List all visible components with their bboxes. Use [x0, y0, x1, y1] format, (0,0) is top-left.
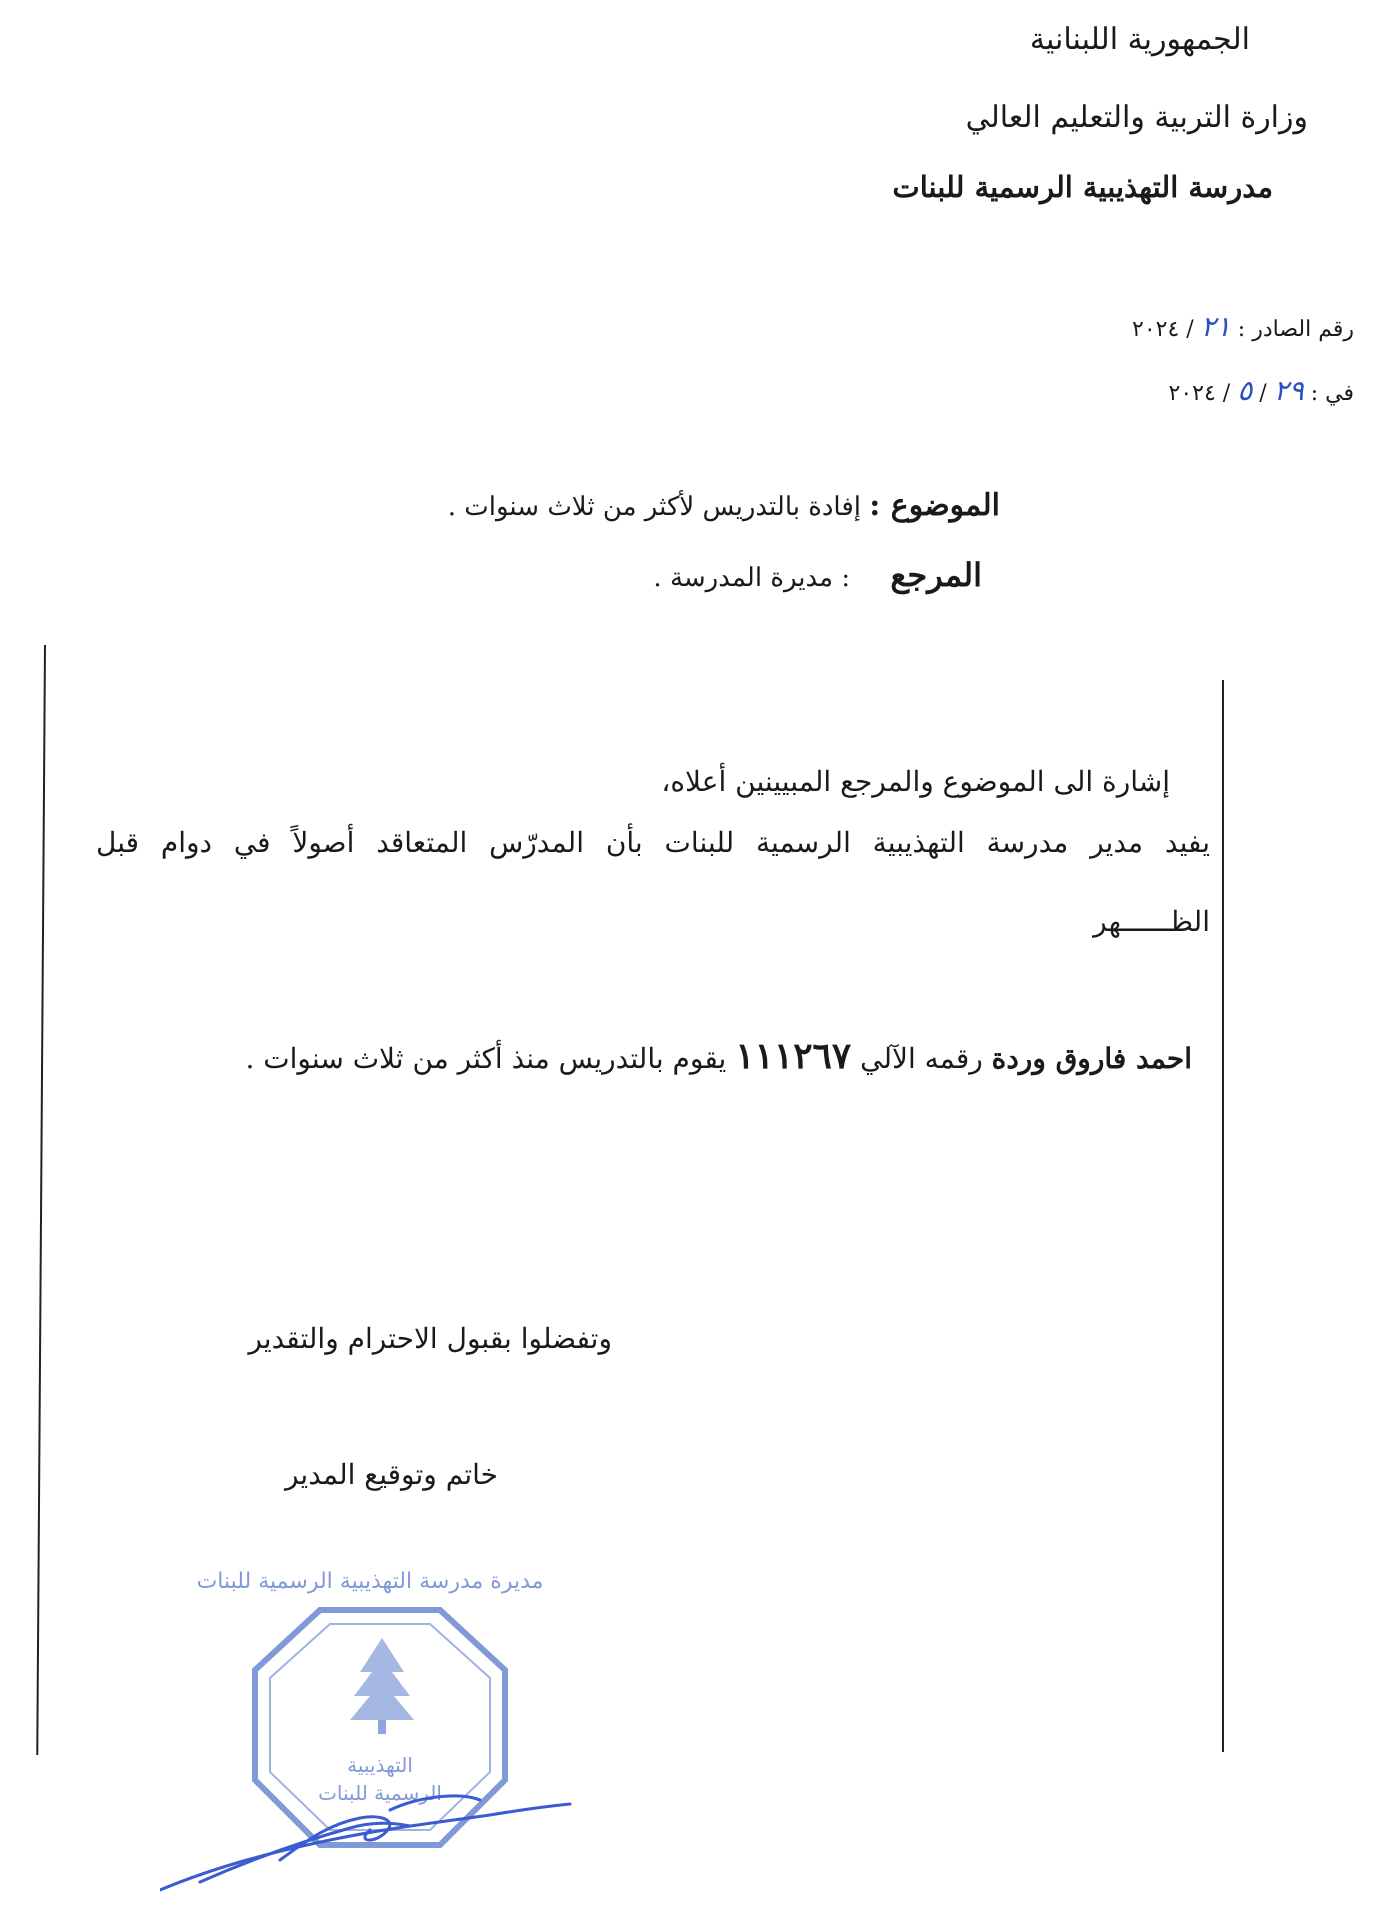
header-republic: الجمهورية اللبنانية: [1029, 22, 1250, 57]
issue-date-month: ٥: [1237, 374, 1253, 407]
subject-line: [448, 488, 1000, 523]
signature-label: خاتم وتوقيع المدير: [284, 1458, 498, 1491]
issue-date: في : ٢٩ / ٥ / ٢٠٢٤: [1168, 374, 1354, 407]
reference-label: المرجع: [890, 556, 982, 594]
header-school: مدرسة التهذيبية الرسمية للبنات: [892, 170, 1273, 204]
outgoing-number-year: / ٢٠٢٤: [1132, 317, 1194, 342]
outgoing-number: [1132, 310, 1354, 343]
stamp-top-text: مديرة مدرسة التهذيبية الرسمية للبنات: [196, 1569, 544, 1594]
auto-number: ١١١٢٦٧: [735, 1035, 852, 1077]
reference-line: [653, 556, 982, 594]
right-border-line: [1222, 680, 1224, 1752]
outgoing-number-handwritten: ٢١: [1200, 310, 1231, 343]
issue-date-year: / ٢٠٢٤: [1168, 381, 1231, 406]
body-paragraph-4-rest: يقوم بالتدريس منذ أكثر من ثلاث سنوات .: [245, 1042, 727, 1075]
subject-text: إفادة بالتدريس لأكثر من ثلاث سنوات .: [447, 492, 862, 522]
body-paragraph-1: إشارة الى الموضوع والمرجع المبيينين أعلاه،: [661, 765, 1170, 798]
header-ministry: وزارة التربية والتعليم العالي: [965, 100, 1308, 135]
subject-label: الموضوع :: [869, 488, 1000, 523]
closing-line: وتفضلوا بقبول الاحترام والتقدير: [248, 1322, 612, 1355]
reference-text: : مديرة المدرسة .: [653, 563, 851, 593]
teacher-name: احمد فاروق وردة: [991, 1042, 1192, 1075]
issue-date-label: في :: [1310, 381, 1354, 406]
body-paragraph-2: يفيد مدير مدرسة التهذيبية الرسمية للبنات بأن المدرّس المتعاقد أصولاً في دوام قبل: [96, 826, 1210, 859]
auto-number-label: رقمه الآلي: [860, 1042, 983, 1075]
left-border-line: [36, 645, 46, 1755]
stamp-inner-line-1: التهذيبية: [347, 1753, 413, 1777]
issue-date-day: ٢٩: [1273, 374, 1304, 407]
cedar-icon: [350, 1638, 414, 1734]
body-paragraph-3: الظــــــهر: [1093, 905, 1210, 938]
body-paragraph-4: [245, 1035, 1192, 1077]
stamp-inner-line-2: الرسمية للبنات: [318, 1781, 442, 1805]
school-stamp: [160, 1560, 580, 1900]
outgoing-number-label: رقم الصادر :: [1237, 317, 1354, 342]
